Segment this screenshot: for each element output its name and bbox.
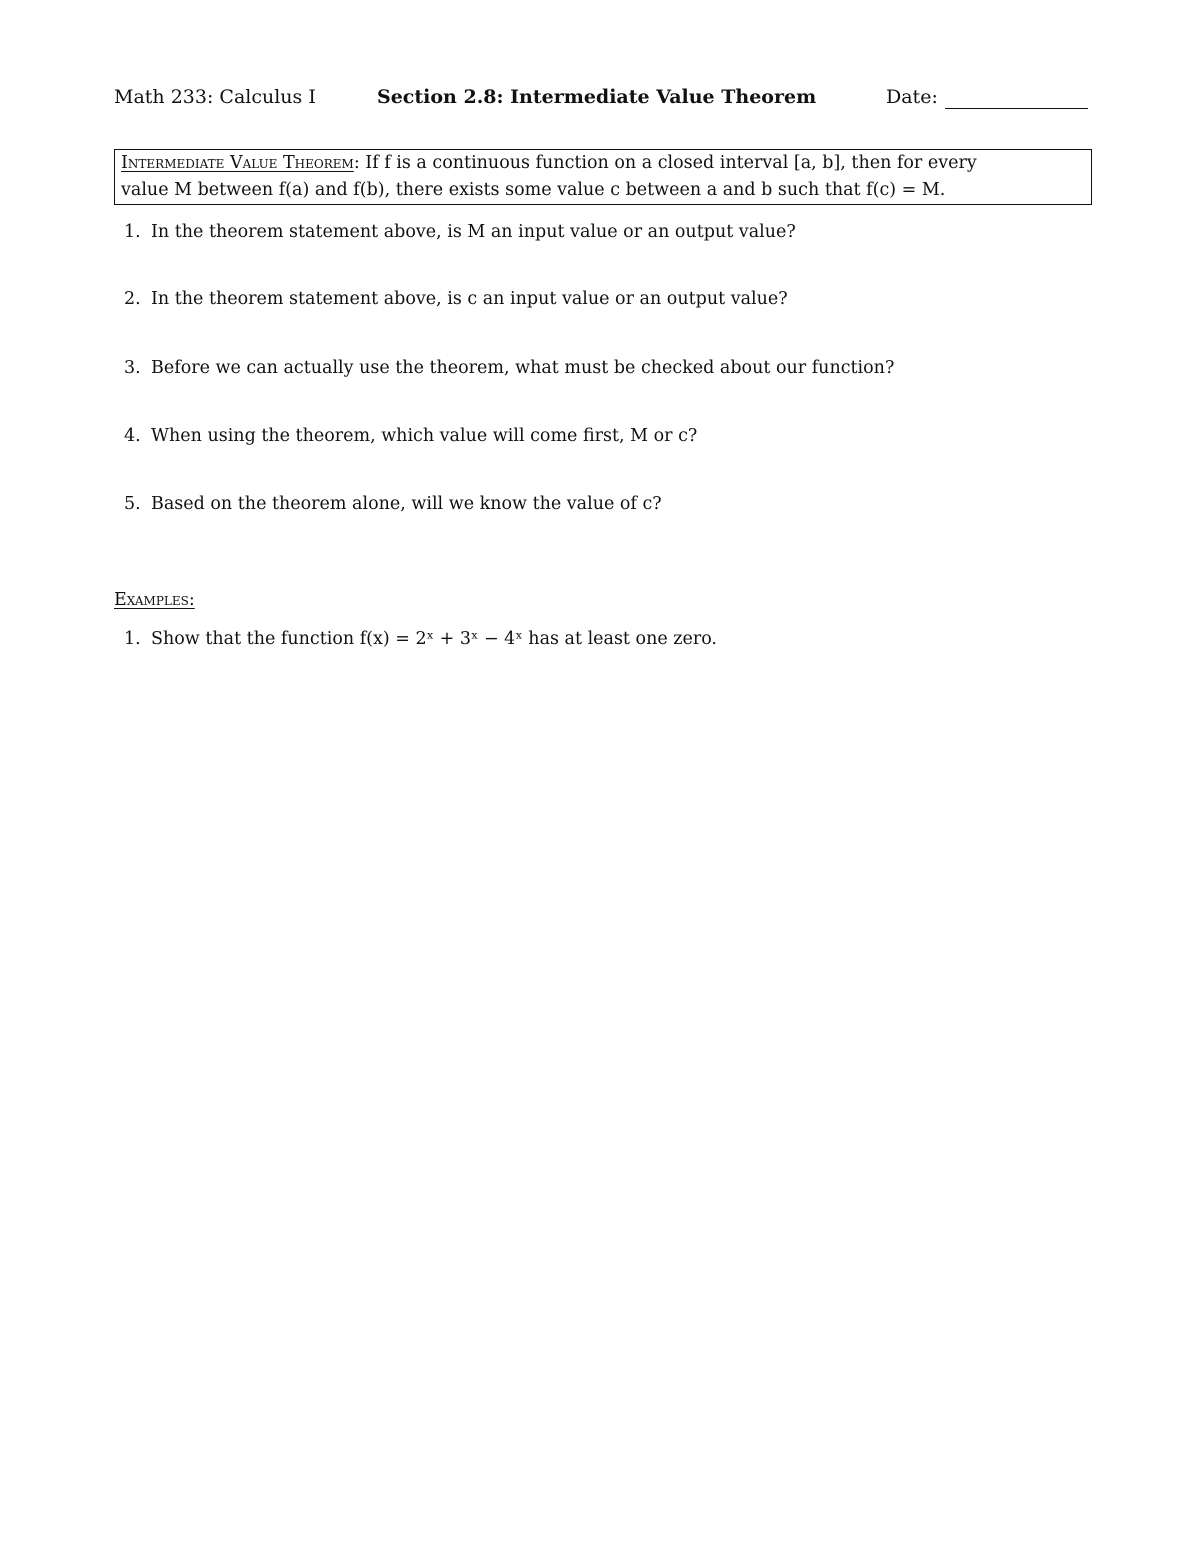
question-text: When using the theorem, which value will come first, M or c? <box>151 426 698 446</box>
theorem-box <box>114 149 1092 205</box>
examples-heading-text: Examples <box>114 590 189 610</box>
examples-colon: : <box>188 590 195 610</box>
question-text: In the theorem statement above, is c an input value or an output value? <box>151 289 788 309</box>
theorem-text-line-2: value M between f(a) and f(b), there exists some value c between a and b such that f(c) = M. <box>121 180 946 200</box>
theorem-colon: : <box>353 153 366 173</box>
question-text: Before we can actually use the theorem, what must be checked about our function? <box>151 358 895 378</box>
question-text: Based on the theorem alone, will we know the value of c? <box>151 494 662 514</box>
question-item <box>124 222 796 242</box>
theorem-line-2 <box>121 177 1091 204</box>
theorem-title: Intermediate Value Theorem <box>121 153 354 173</box>
date-label: Date: <box>886 86 938 108</box>
example-text: Show that the function f(x) = 2ˣ + 3ˣ − 4ˣ has at least one zero. <box>151 629 717 649</box>
question-number: 5. <box>124 494 141 514</box>
example-item <box>124 629 717 649</box>
question-number: 1. <box>124 222 141 242</box>
question-item <box>124 358 894 378</box>
course-title: Math 233: Calculus I <box>114 86 316 108</box>
question-item <box>124 426 697 446</box>
section-title: Section 2.8: Intermediate Value Theorem <box>377 86 817 108</box>
question-number: 2. <box>124 289 141 309</box>
question-item <box>124 289 788 309</box>
date-blank-line <box>945 108 1088 109</box>
question-text: In the theorem statement above, is M an input value or an output value? <box>151 222 796 242</box>
question-number: 3. <box>124 358 141 378</box>
question-item <box>124 494 662 514</box>
example-number: 1. <box>124 629 141 649</box>
theorem-line-1 <box>121 150 1091 177</box>
theorem-text-line-1: If f is a continuous function on a closed interval [a, b], then for every <box>365 153 977 173</box>
question-number: 4. <box>124 426 141 446</box>
worksheet-header <box>114 86 1094 116</box>
examples-heading <box>114 590 195 610</box>
